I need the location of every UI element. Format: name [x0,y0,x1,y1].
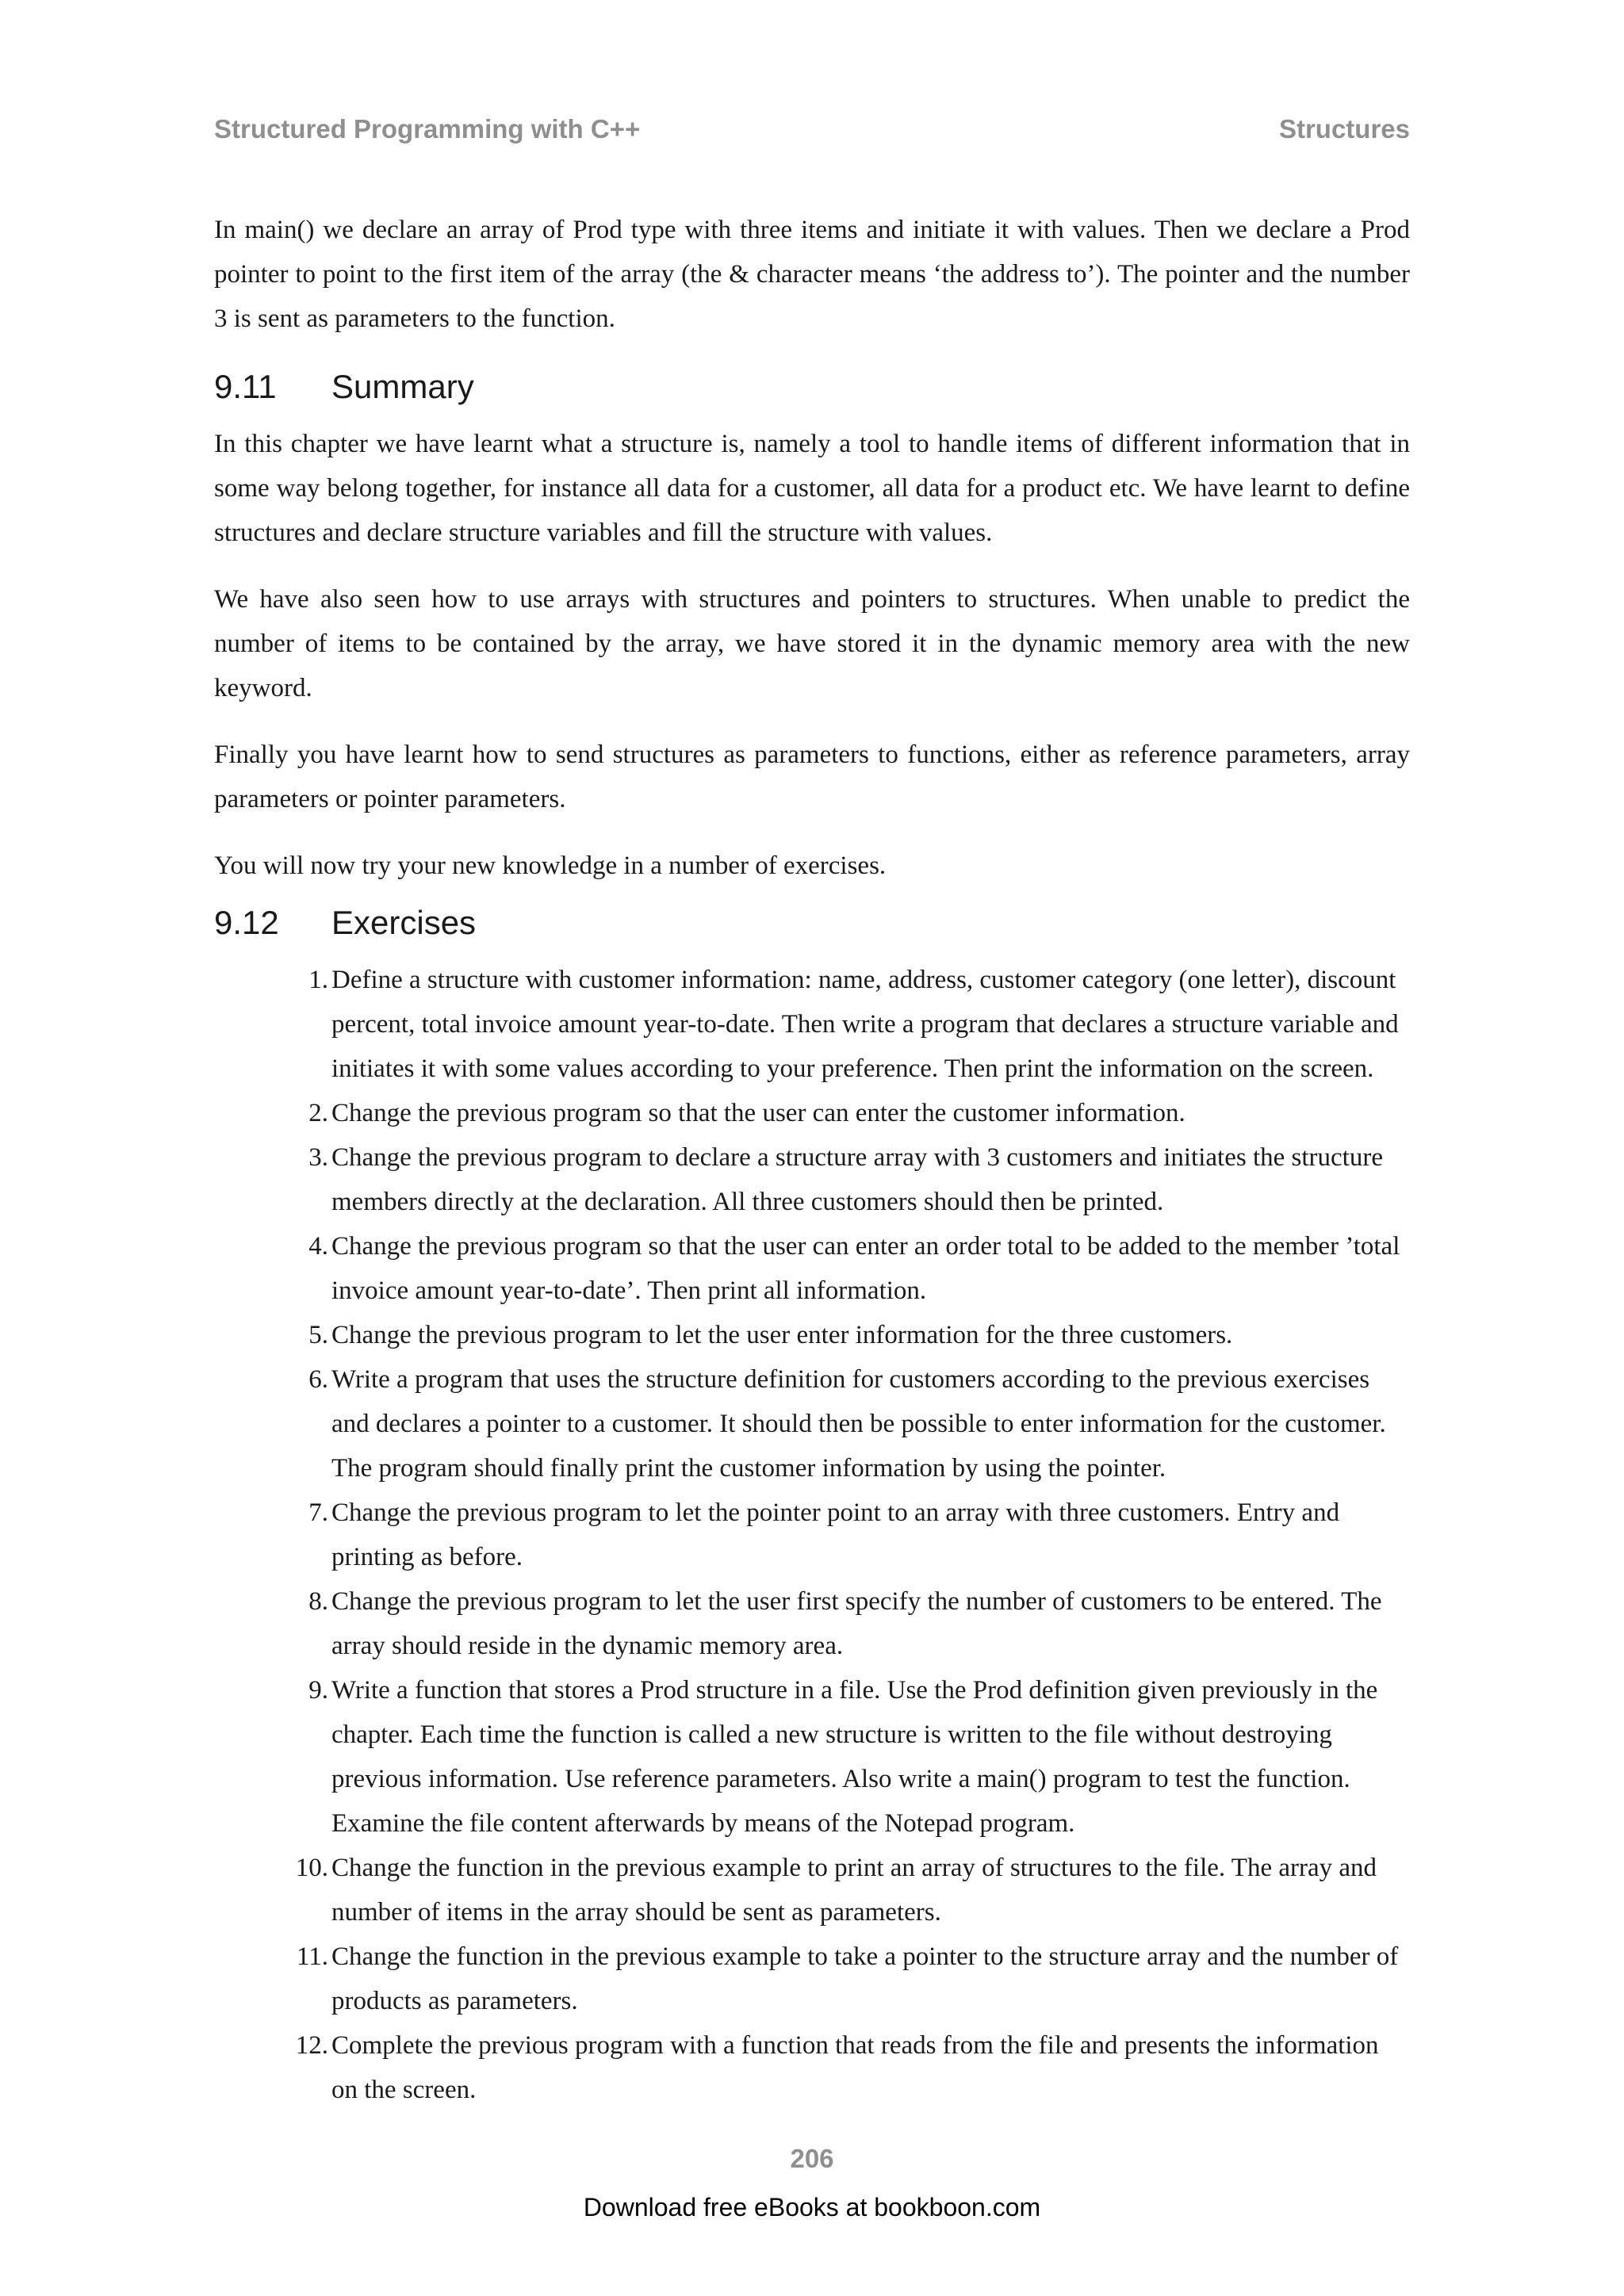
exercise-number: 2. [308,1099,328,1127]
summary-section-title: Summary [331,368,474,405]
exercise-item [296,1934,1410,2023]
exercise-item [308,1091,1410,1135]
summary-paragraph: We have also seen how to use arrays with structures and pointers to structures. When unable to predict the number of items to be contained by the array, we have stored it in the dynamic memory area with the new keyword. [214,585,1410,702]
exercise-number: 5. [308,1321,328,1349]
exercise-text: Change the previous program to let the user first specify the number of customers to be entered. The array should reside in the dynamic memory area. [331,1587,1382,1660]
exercise-text: Complete the previous program with a function that reads from the file and presents the information on the screen. [331,2031,1379,2104]
summary-paragraph: You will now try your new knowledge in a number of exercises. [214,851,887,880]
exercise-text: Change the previous program to let the user enter information for the three customers. [331,1321,1233,1349]
footer-download-link[interactable]: Download free eBooks at bookboon.com [583,2193,1041,2221]
exercise-text: Write a function that stores a Prod structure in a file. Use the Prod definition given previously in the chapter. Each time the function is called a new structure is written to the file without destroying previous information. Use reference parameters. Also write a main() program to test the function. Examine the file content afterwards by means of the Notepad program. [331,1676,1378,1838]
exercise-item [308,1579,1410,1668]
exercise-number: 11. [296,1942,328,1971]
intro-paragraph: In main() we declare an array of Prod type with three items and initiate it with values. Then we declare a Prod pointer to point to the first item of the array (the & character means ‘the address to’). The pointer and the number 3 is sent as parameters to the function. [214,216,1410,333]
exercise-item [308,1224,1410,1313]
exercise-item [308,1668,1410,1846]
exercise-number: 1. [308,966,328,994]
summary-paragraph: In this chapter we have learnt what a structure is, namely a tool to handle items of different information that in some way belong together, for instance all data for a customer, all data for a product etc. We have learnt to define structures and declare structure variables and fill the structure with values. [214,430,1410,547]
exercises-heading [214,899,1410,947]
exercise-text: Define a structure with customer information: name, address, customer category (one letter), discount percent, total invoice amount year-to-date. Then write a program that declares a structure variable and initiates it with some values according to your preference. Then print the information on the screen. [331,966,1399,1083]
exercise-number: 3. [308,1143,328,1172]
summary-paragraph: Finally you have learnt how to send structures as parameters to functions, either as reference parameters, array parameters or pointer parameters. [214,740,1410,813]
exercise-number: 9. [308,1676,328,1705]
page-header [214,114,1410,144]
exercise-item [308,1135,1410,1224]
exercises-section-number: 9.12 [214,904,279,941]
exercise-item [308,1490,1410,1579]
exercise-text: Write a program that uses the structure definition for customers according to the previous exercises and declares a pointer to a customer. It should then be possible to enter information for the customer. The program should finally print the customer information by using the pointer. [331,1365,1386,1483]
exercise-number: 10. [295,1854,328,1882]
exercise-item [295,1846,1410,1934]
book-title: Structured Programming with C++ [214,114,641,144]
exercise-number: 6. [308,1365,328,1394]
exercise-list [214,958,1410,2112]
exercises-section-title: Exercises [331,904,477,941]
page-number: 206 [790,2144,834,2173]
exercise-number: 12. [295,2031,328,2060]
exercise-text: Change the previous program so that the user can enter an order total to be added to the member ’total invoice amount year-to-date’. Then print all information. [331,1232,1400,1305]
exercise-text: Change the function in the previous example to print an array of structures to the file. The array and number of items in the array should be sent as parameters. [331,1854,1377,1927]
exercise-text: Change the previous program to let the pointer point to an array with three customers. Entry and printing as before. [331,1498,1340,1571]
exercise-item [295,2023,1410,2112]
exercise-item [308,1357,1410,1490]
page-content [214,208,1410,2112]
exercise-item [308,1313,1410,1357]
exercise-text: Change the previous program so that the user can enter the customer information. [331,1099,1185,1127]
exercise-item [308,958,1410,1091]
exercise-text: Change the previous program to declare a structure array with 3 customers and initiates the structure members directly at the declaration. All three customers should then be printed. [331,1143,1383,1216]
exercise-number: 4. [308,1232,328,1261]
chapter-title: Structures [1278,114,1410,144]
exercise-text: Change the function in the previous example to take a pointer to the structure array and the number of products as parameters. [331,1942,1399,2015]
summary-section-number: 9.11 [214,368,277,405]
summary-heading [214,363,1410,411]
exercise-number: 8. [308,1587,328,1616]
exercise-number: 7. [308,1498,328,1527]
